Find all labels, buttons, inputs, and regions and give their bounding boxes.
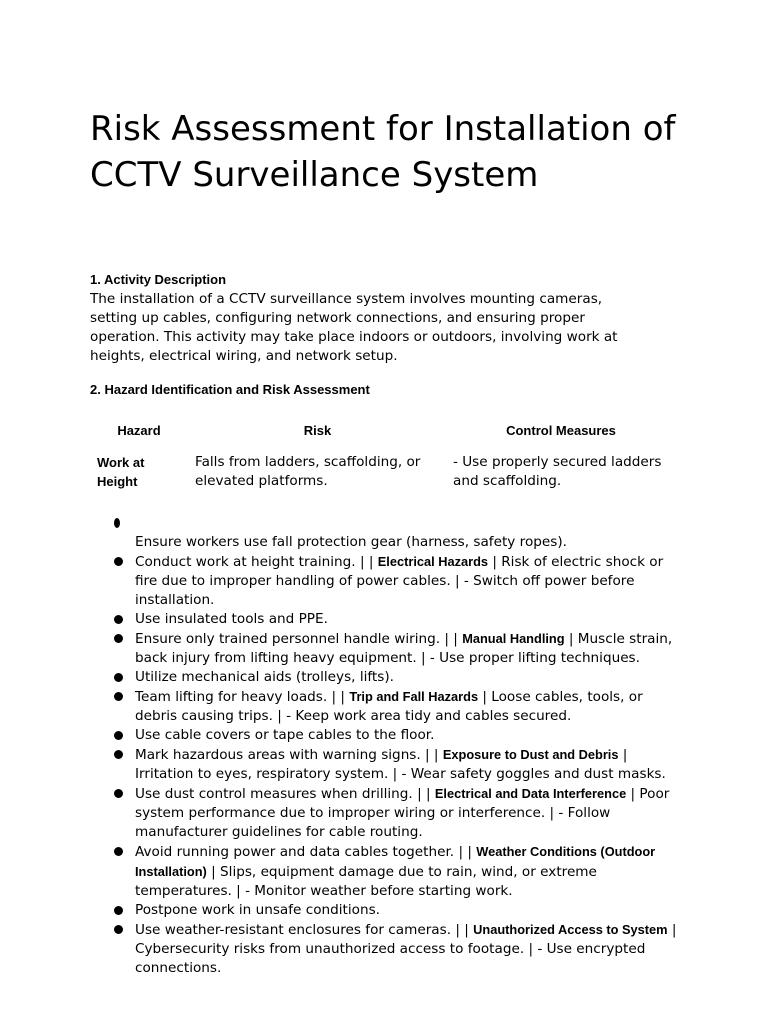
list-item-text: Use insulated tools and PPE. <box>135 611 328 627</box>
bullet-icon <box>114 789 123 798</box>
list-item-text: Utilize mechanical aids (trolleys, lifts). <box>135 669 394 685</box>
list-item <box>90 552 680 610</box>
list-item-detail: | Irritation to eyes, respiratory system. | - Wear safety goggles and dust masks. <box>135 747 666 782</box>
hazard-name: Manual Handling <box>462 631 565 646</box>
bullet-icon <box>114 750 123 759</box>
table-header-risk: Risk <box>303 423 332 438</box>
list-item <box>90 842 680 901</box>
hazard-name: Electrical Hazards <box>377 554 489 569</box>
bullet-icon <box>114 731 123 740</box>
activity-description-paragraph: The installation of a CCTV surveillance system involves mounting cameras, setting up cables, configuring network connections, and ensuring proper operation. This activity may take place indoors or outdoors, involving work at heights, electrical wiring, and network setup. <box>90 291 618 364</box>
bullet-icon <box>114 692 123 701</box>
hazard-name: Exposure to Dust and Debris <box>442 747 619 762</box>
bullet-icon <box>114 673 123 682</box>
table-cell-hazard: Work at Height <box>97 455 145 489</box>
table-cell-risk: Falls from ladders, scaffolding, or elevated platforms. <box>195 454 421 489</box>
table-cell-control: - Use properly secured ladders and scaffolding. <box>453 454 662 489</box>
list-item-text: Ensure only trained personnel handle wiring. | | <box>135 631 463 647</box>
hazard-name: Electrical and Data Interference <box>434 786 627 801</box>
list-item <box>90 745 680 784</box>
hazard-name: Trip and Fall Hazards <box>349 689 479 704</box>
list-item-text: Use cable covers or tape cables to the floor. <box>135 727 435 743</box>
list-item-text: Avoid running power and data cables together. | | <box>135 844 477 860</box>
hazard-name: Weather Conditions (Outdoor Installation) <box>135 844 656 879</box>
list-item <box>90 668 680 687</box>
bullet-icon <box>114 847 123 856</box>
list-item <box>90 784 680 842</box>
list-item-continuation: Ensure workers use fall protection gear (harness, safety ropes). <box>135 534 567 550</box>
table-header-hazard: Hazard <box>117 423 161 438</box>
hazard-name: Unauthorized Access to System <box>473 922 668 937</box>
list-item-text: Use weather-resistant enclosures for cameras. | | <box>135 922 474 938</box>
list-item-detail: | Cybersecurity risks from unauthorized access to footage. | - Use encrypted connections. <box>135 922 677 976</box>
list-item <box>90 610 680 629</box>
bullet-icon <box>114 518 120 528</box>
list-item-detail: | Muscle strain, back injury from lifting heavy equipment. | - Use proper lifting techniques. <box>135 631 673 666</box>
list-item-text: Team lifting for heavy loads. | | <box>135 689 350 705</box>
bullet-icon <box>114 634 123 643</box>
list-item-text: Postpone work in unsafe conditions. <box>135 902 380 918</box>
list-item-detail: | Slips, equipment damage due to rain, wind, or extreme temperatures. | - Monitor weather before starting work. <box>135 864 597 899</box>
list-item <box>90 726 680 745</box>
list-item-text: Use dust control measures when drilling. | | <box>135 786 435 802</box>
list-item-text: Mark hazardous areas with warning signs. | | <box>135 747 443 763</box>
control-measures-list <box>90 514 690 978</box>
section-heading-hazards: 2. Hazard Identification and Risk Assessment <box>90 382 370 397</box>
document-title: Risk Assessment for Installation of CCTV Surveillance System <box>90 109 676 195</box>
list-item <box>90 920 680 978</box>
list-item <box>90 901 680 920</box>
list-item-text: Conduct work at height training. | | <box>135 554 378 570</box>
list-item-detail: | Risk of electric shock or fire due to improper handling of power cables. | - Switch off power before installation. <box>135 554 664 608</box>
list-item <box>90 687 680 726</box>
list-item <box>90 629 680 668</box>
list-item <box>90 514 680 533</box>
bullet-icon <box>114 906 123 915</box>
section-heading-activity: 1. Activity Description <box>90 272 227 287</box>
bullet-icon <box>114 615 123 624</box>
list-item-detail: | Loose cables, tools, or debris causing trips. | - Keep work area tidy and cables secured. <box>135 689 643 724</box>
table-header-control-measures: Control Measures <box>506 423 616 438</box>
bullet-icon <box>114 925 123 934</box>
list-item-detail: | Poor system performance due to improper wiring or interference. | - Follow manufacturer guidelines for cable routing. <box>135 786 670 840</box>
bullet-icon <box>114 557 123 566</box>
